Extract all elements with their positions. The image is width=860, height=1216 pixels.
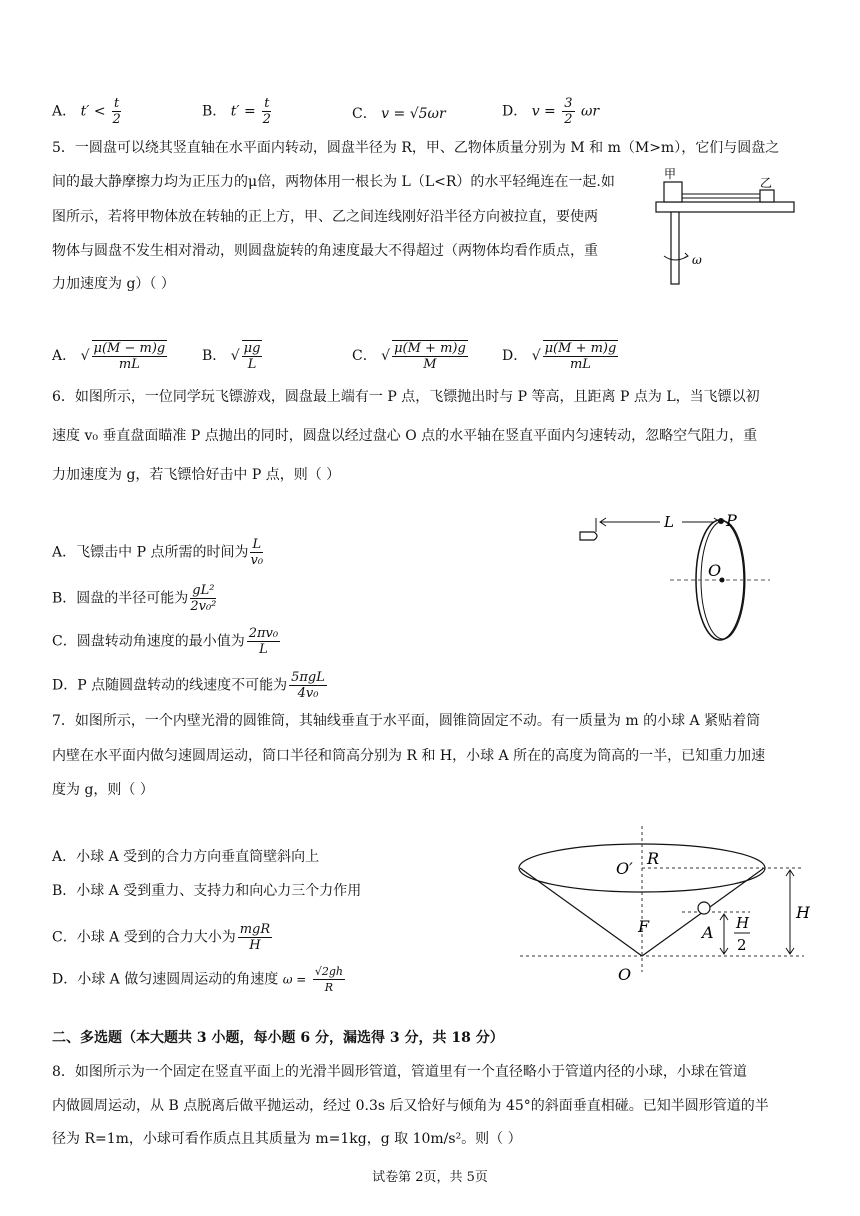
disk-plate: [656, 202, 794, 212]
label-A: A: [702, 923, 714, 942]
label-jia: 甲: [664, 167, 677, 181]
fraction: [238, 922, 272, 953]
option-prefix: t′ =: [230, 103, 256, 120]
cone-figure: [510, 822, 810, 994]
option-letter: A．: [52, 103, 77, 120]
numerator: μ(M + m)g: [394, 341, 466, 356]
label-omega: ω: [692, 253, 702, 267]
option-prefix: v =: [531, 103, 556, 120]
numerator: 3: [564, 96, 573, 111]
option-text: 小球 A 做匀速圆周运动的角速度: [77, 971, 279, 988]
sqrt-sign: √: [381, 348, 391, 364]
q5-option-b: [202, 340, 264, 372]
option-letter: D．: [502, 348, 528, 364]
option-text: P 点随圆盘转动的线速度不可能为: [77, 677, 288, 694]
numerator: L: [252, 537, 262, 552]
option-text: v = √5ωr: [381, 106, 446, 122]
q6-line-3: 力加速度为 g，若飞镖恰好击中 P 点，则（ ）: [52, 467, 341, 483]
option-text: 小球 A 受到的合力大小为: [76, 929, 236, 946]
option-text: 圆盘的半径可能为: [76, 590, 189, 607]
sqrt-sign: √: [230, 348, 240, 364]
section-heading: 二、多选题（本大题共 3 小题，每小题 6 分，漏选得 3 分，共 18 分）: [52, 1030, 504, 1046]
denominator: 4v₀: [297, 686, 319, 701]
q6-option-c: [52, 626, 282, 657]
denominator: H: [249, 938, 261, 953]
option-letter: B．: [202, 103, 227, 120]
option-letter: A．: [52, 348, 77, 364]
dart-icon: [580, 532, 597, 540]
q5-line-1: 5．一圆盘可以绕其竖直轴在水平面内转动，圆盘半径为 R，甲、乙物体质量分别为 M 和 m（M>m），它们与圆盘之: [52, 140, 780, 156]
option-text: 小球 A 受到重力、支持力和向心力三个力作用: [76, 883, 362, 899]
label-P: P: [726, 511, 737, 530]
numerator: √2gh: [314, 965, 343, 978]
denominator: 2: [564, 112, 573, 127]
label-yi: 乙: [760, 176, 773, 190]
body-jia: [664, 182, 682, 202]
q4-option-a: [52, 96, 123, 127]
q6-option-a: [52, 537, 265, 568]
q5-line-2: 间的最大静摩擦力均为正压力的μ倍，两物体用一根长为 L（L<R）的水平轻绳连在一起.如: [52, 174, 615, 190]
option-text: 小球 A 受到的合力方向垂直筒壁斜向上: [76, 849, 320, 865]
cone-wall-left: [520, 868, 642, 956]
q6-option-b: [52, 583, 218, 614]
option-suffix: ωr: [580, 103, 600, 120]
fraction: [562, 96, 574, 127]
option-letter: A．: [52, 849, 77, 865]
q5-line-4: 物体与圆盘不发生相对滑动，则圆盘旋转的角速度最大不得超过（两物体均看作质点，重: [52, 243, 598, 259]
denominator: 2: [112, 112, 121, 127]
q4-option-d: [502, 96, 599, 127]
denominator: v₀: [250, 553, 264, 568]
body-yi: [760, 190, 774, 202]
q7-line-1: 7．如图所示，一个内壁光滑的圆锥筒，其轴线垂直于水平面，圆锥筒固定不动。有一质量为 m 的小球 A 紧贴着筒: [52, 713, 761, 729]
label-O: O: [708, 561, 722, 580]
q7-option-b: [52, 881, 361, 901]
q8-line-3: 径为 R=1m，小球可看作质点且其质量为 m=1kg，g 取 10m/s²。则（ ）: [52, 1131, 522, 1147]
option-prefix: t′ <: [80, 103, 106, 120]
q7-line-3: 度为 g，则（ ）: [52, 782, 154, 798]
rotation-arrowhead: [684, 253, 688, 258]
fraction: [392, 340, 468, 372]
numerator: μ(M − m)g: [93, 341, 166, 356]
turntable-figure: [650, 160, 800, 290]
denominator: L: [259, 642, 268, 657]
label-O-prime: O′: [616, 859, 633, 878]
option-letter: D．: [52, 971, 78, 988]
label-R: R: [647, 849, 660, 868]
label-H2-numerator: H: [736, 914, 750, 932]
label-O: O: [618, 965, 632, 984]
denominator: 2v₀²: [190, 599, 217, 614]
q4-option-b: [202, 96, 273, 127]
option-letter: B．: [202, 348, 227, 364]
option-letter: C．: [352, 106, 377, 122]
denominator: mL: [569, 357, 591, 372]
fraction: [190, 583, 216, 614]
q7-option-a: [52, 847, 319, 867]
option-letter: B．: [52, 590, 77, 607]
q6-line-1: 6．如图所示，一位同学玩飞镖游戏，圆盘最上端有一 P 点，飞镖抛出时与 P 等高，且距离 P 点为 L，当飞镖以初: [52, 389, 760, 405]
denominator: R: [324, 981, 334, 994]
option-prefix: ω =: [282, 972, 307, 987]
option-letter: B．: [52, 883, 77, 899]
sqrt-sign: √: [531, 348, 541, 364]
q5-line-3: 图所示，若将甲物体放在转轴的正上方，甲、乙之间连线刚好沿半径方向被拉直，要使两: [52, 209, 598, 225]
numerator: 5πgL: [291, 670, 325, 685]
numerator: gL²: [192, 583, 215, 598]
sqrt-sign: √: [80, 348, 90, 364]
option-letter: D．: [502, 103, 528, 120]
option-letter: A．: [52, 544, 77, 561]
fraction: [313, 964, 345, 995]
q8-line-2: 内做圆周运动，从 B 点脱离后做平抛运动，经过 0.3s 后又恰好与倾角为 45°的斜面垂直相碰。已知半圆形管道的半: [52, 1098, 769, 1114]
q6-option-d: [52, 670, 329, 701]
fraction: [543, 340, 619, 372]
option-text: 圆盘转动角速度的最小值为: [76, 633, 245, 650]
q5-option-c: [352, 340, 470, 372]
q4-option-c: [352, 104, 446, 124]
q8-line-1: 8．如图所示为一个固定在竖直平面上的光滑半圆形管道，管道里有一个直径略小于管道内径的小球，小球在管道: [52, 1064, 747, 1080]
fraction: [250, 537, 263, 568]
fraction: [92, 340, 168, 372]
label-H2-denominator: 2: [737, 936, 747, 954]
fraction: [262, 96, 271, 127]
q5-option-a: [52, 340, 169, 372]
label-H: H: [796, 903, 810, 922]
label-L: L: [664, 513, 674, 531]
numerator: t: [264, 96, 270, 111]
denominator: mL: [118, 357, 140, 372]
numerator: t: [114, 96, 120, 111]
q5-option-d: [502, 340, 620, 372]
denominator: M: [423, 357, 437, 372]
q7-option-c: [52, 922, 274, 953]
option-letter: C．: [352, 348, 377, 364]
q7-line-2: 内壁在水平面内做匀速圆周运动，筒口半径和筒高分别为 R 和 H，小球 A 所在的高度为筒高的一半，已知重力加速: [52, 748, 766, 764]
point-P: [718, 518, 724, 524]
fraction: [112, 96, 121, 127]
numerator: μg: [243, 341, 261, 356]
q7-option-d: [52, 964, 347, 995]
q5-line-5: 力加速度为 g）（ ）: [52, 276, 175, 292]
denominator: 2: [262, 112, 271, 127]
dart-figure: [570, 508, 780, 668]
numerator: 2πv₀: [248, 626, 279, 641]
option-letter: C．: [52, 929, 77, 946]
fraction: [242, 340, 263, 372]
axle: [671, 212, 679, 284]
denominator: L: [247, 357, 257, 372]
label-F: F: [638, 917, 650, 936]
option-letter: C．: [52, 633, 77, 650]
numerator: μ(M + m)g: [544, 341, 617, 356]
q6-line-2: 速度 v₀ 垂直盘面瞄准 P 点抛出的同时，圆盘以经过盘心 O 点的水平轴在竖直平面内匀速转动，忽略空气阻力，重: [52, 428, 758, 444]
numerator: mgR: [239, 922, 271, 937]
ball-A: [698, 902, 710, 914]
option-letter: D．: [52, 677, 78, 694]
page-footer: 试卷第 2页，共 5页: [372, 1170, 488, 1185]
fraction: [247, 626, 280, 657]
fraction: [289, 670, 327, 701]
option-text: 飞镖击中 P 点所需的时间为: [76, 544, 249, 561]
